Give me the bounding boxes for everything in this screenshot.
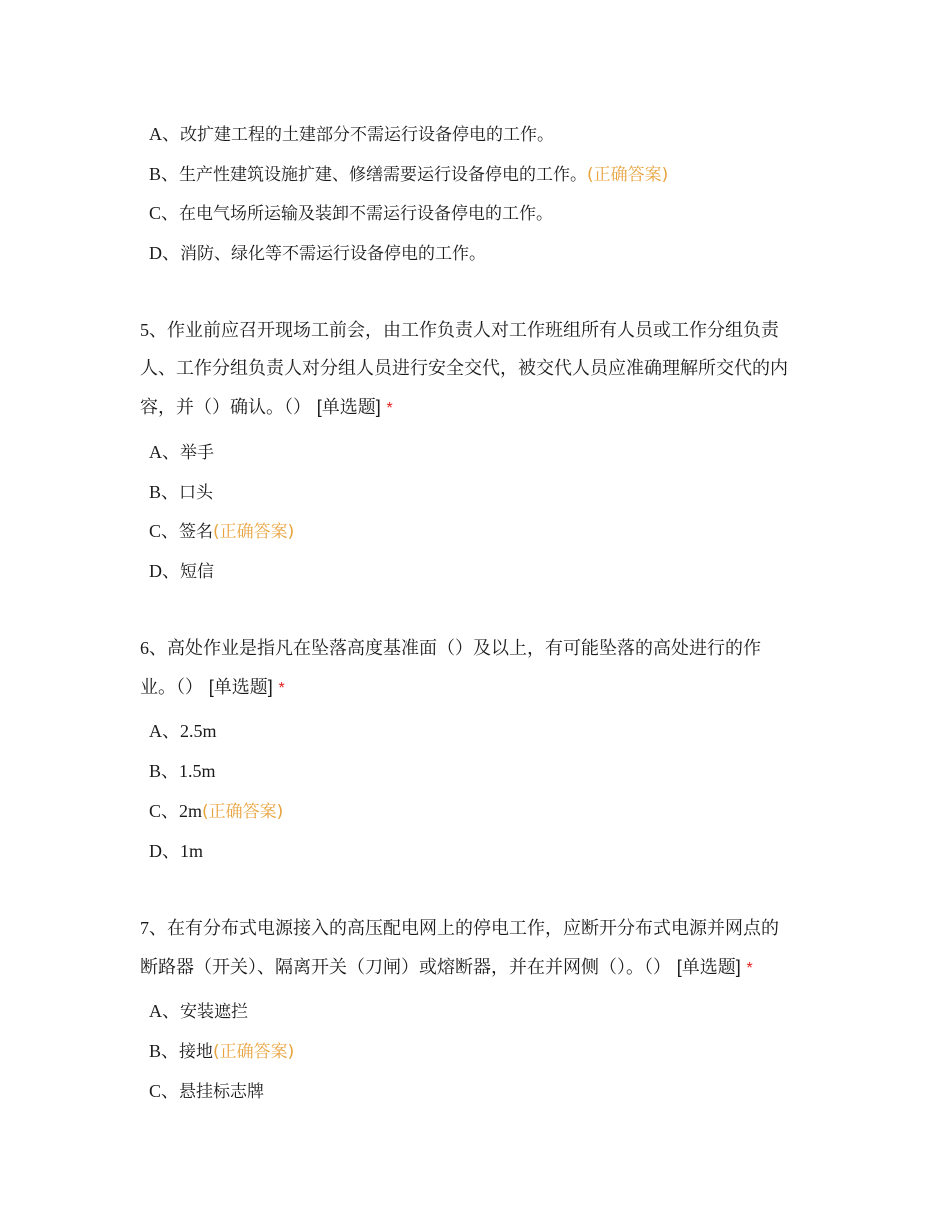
- option-key: A、: [149, 1001, 180, 1021]
- required-asterisk: *: [278, 680, 285, 697]
- q4-option-a: [149, 122, 554, 147]
- question-type-tag: [单选题]: [676, 957, 741, 977]
- question-number: 7、: [140, 918, 167, 938]
- q6-option-d: [149, 839, 203, 863]
- q5-option-d: [149, 559, 214, 584]
- question-number: 5、: [140, 320, 167, 340]
- option-key: C、: [149, 203, 180, 223]
- question-text-line: 高处作业是指凡在坠落高度基准面（）及以上，有可能坠落的高处进行的作: [167, 638, 761, 659]
- option-text: 安装遮拦: [180, 1002, 248, 1022]
- option-text: 接地: [179, 1042, 214, 1062]
- option-key: C、: [149, 801, 180, 821]
- option-text: 签名: [179, 522, 214, 542]
- option-text: 1m: [180, 841, 204, 861]
- q4-option-d: [149, 241, 486, 266]
- option-text: 举手: [180, 443, 214, 463]
- correct-answer-label: (正确答案): [587, 165, 669, 185]
- option-key: B、: [149, 761, 180, 781]
- option-text: 消防、绿化等不需运行设备停电的工作。: [180, 244, 486, 264]
- option-key: D、: [149, 841, 180, 861]
- option-text: 在电气场所运输及装卸不需运行设备停电的工作。: [179, 204, 554, 224]
- question-text-line: 作业前应召开现场工前会，由工作负责人对工作班组所有人员或工作分组负责: [167, 320, 779, 341]
- q4-option-b: [149, 162, 668, 187]
- q5-option-b: [149, 480, 213, 505]
- option-text: 短信: [180, 562, 214, 582]
- question-type-tag: [单选题]: [316, 397, 381, 417]
- option-text: 改扩建工程的土建部分不需运行设备停电的工作。: [180, 125, 554, 145]
- question-6-stem: [140, 629, 820, 708]
- option-key: A、: [149, 442, 180, 462]
- q7-option-c: [149, 1079, 264, 1104]
- option-key: B、: [149, 164, 180, 184]
- option-key: B、: [149, 482, 180, 502]
- q6-option-a: [149, 719, 217, 743]
- question-text-line: 断路器（开关）、隔离开关（刀闸）或熔断器，并在并网侧（）。（）: [140, 957, 671, 978]
- correct-answer-label: (正确答案): [202, 802, 284, 822]
- q5-option-c: [149, 519, 294, 544]
- option-key: A、: [149, 721, 180, 741]
- required-asterisk: *: [386, 400, 393, 417]
- question-number: 6、: [140, 638, 167, 658]
- question-text-line: 人、工作分组负责人对分组人员进行安全交代，被交代人员应准确理解所交代的内: [140, 358, 788, 379]
- correct-answer-label: (正确答案): [213, 1042, 295, 1062]
- option-key: C、: [149, 1081, 180, 1101]
- option-key: B、: [149, 1041, 180, 1061]
- question-7-stem: [140, 909, 840, 988]
- option-key: C、: [149, 521, 180, 541]
- option-text: 2.5m: [180, 721, 217, 741]
- option-text: 悬挂标志牌: [179, 1082, 265, 1102]
- question-text-line: 在有分布式电源接入的高压配电网上的停电工作，应断开分布式电源并网点的: [167, 918, 779, 939]
- question-type-tag: [单选题]: [208, 677, 273, 697]
- question-text-line: 容，并（）确认。（）: [140, 397, 311, 418]
- q4-option-c: [149, 201, 553, 226]
- question-text-line: 业。（）: [140, 677, 203, 698]
- option-key: D、: [149, 243, 180, 263]
- q5-option-a: [149, 440, 214, 465]
- option-text: 2m: [179, 801, 203, 821]
- q6-option-c: [149, 799, 283, 824]
- option-text: 生产性建筑设施扩建、修缮需要运行设备停电的工作。: [179, 165, 588, 185]
- q6-option-b: [149, 759, 216, 783]
- option-key: A、: [149, 124, 180, 144]
- q7-option-b: [149, 1039, 294, 1064]
- correct-answer-label: (正确答案): [213, 522, 295, 542]
- question-5-stem: [140, 311, 820, 428]
- required-asterisk: *: [746, 960, 753, 977]
- option-text: 口头: [179, 483, 214, 503]
- q7-option-a: [149, 999, 248, 1024]
- option-key: D、: [149, 561, 180, 581]
- option-text: 1.5m: [179, 761, 216, 781]
